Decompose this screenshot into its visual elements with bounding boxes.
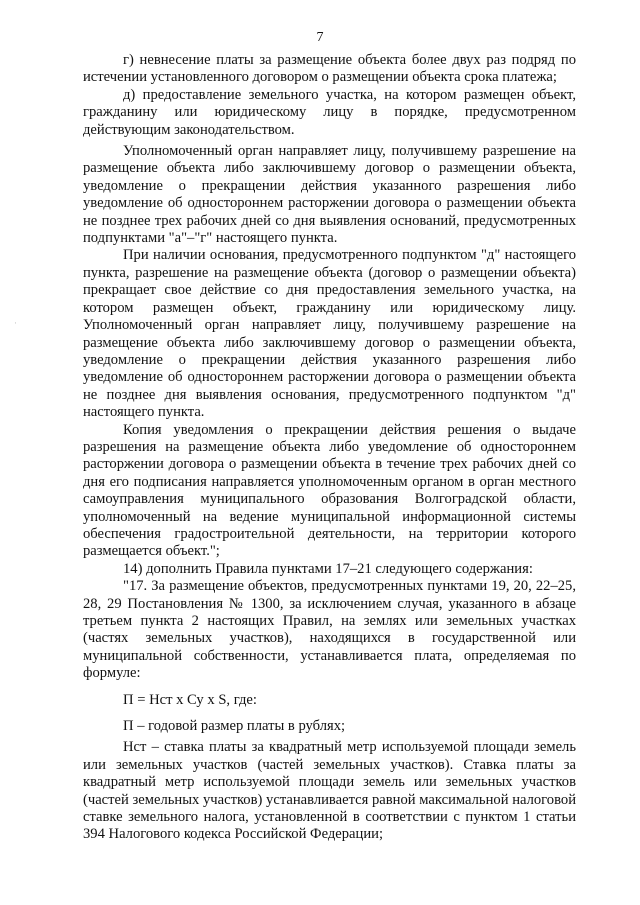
margin-scan-mark: · (14, 318, 17, 328)
paragraph-subitem-d: д) предоставление земельного участка, на котором размещен объект, гражданину или юридическому лицу в порядке, предусмотренном действующим законодательством. (83, 86, 576, 138)
definition-nst: Нст – ставка платы за квадратный метр используемой площади земель или земельных участков (частей земельных участков). Ставка платы за квадратный метр используемой площади земель или земельных участков (частей земельных участков) устанавливается равной максимальной налоговой ставке земельного налога, установленной в соответствии с пунктом 1 статьи 394 Налогового кодекса Российской Федерации; (83, 739, 576, 843)
paragraph-item-17: "17. За размещение объектов, предусмотренных пунктами 19, 20, 22–25, 28, 29 Постановления № 1300, за исключением случая, указанного в абзаце третьем пункта 2 настоящих Правил, на землях или земельных участках (частях земельных участков), находящихся в государственной или муниципальной собственности, устанавливается плата, определяемая по формуле: (83, 578, 576, 682)
page-number: 7 (316, 30, 324, 45)
paragraph-notification-a-g: Уполномоченный орган направляет лицу, получившему разрешение на размещение объекта либо заключившему договор о размещении объекта, уведомление о прекращении действия указанного разрешения либо уведомление об одностороннем расторжении договора о размещении объекта не позднее трех рабочих дней со дня выявления оснований, предусмотренных подпунктами "а"–"г" настоящего пункта. (83, 143, 576, 247)
paragraph-notification-copy: Копия уведомления о прекращении действия решения о выдаче разрешения на размещение объекта либо уведомление об одностороннем расторжении договора о размещении объекта в течение трех рабочих дней со дня его подписания направляется уполномоченным органом в орган местного самоуправления муниципального образования Волгоградской области, уполномоченный на ведение муниципальной информационной системы обеспечения градостроительной деятельности, на территории которого размещается объект."; (83, 421, 576, 560)
formula-line: П = Нст x Су x S, где: (123, 691, 257, 708)
document-body (83, 52, 576, 844)
definition-p: П – годовой размер платы в рублях; (123, 718, 346, 735)
paragraph-item-14: 14) дополнить Правила пунктами 17–21 следующего содержания: (123, 560, 533, 577)
paragraph-basis-d: При наличии основания, предусмотренного подпунктом "д" настоящего пункта, разрешение на размещение объекта (договор о размещении объекта) прекращает свое действие со дня предоставления земельного участка, на котором размещен объект, гражданину или юридическому лицу. Уполномоченный орган направляет лицу, получившему разрешение на размещение объекта либо заключившему договор о размещении объекта, уведомление о прекращении действия указанного разрешения либо уведомление об одностороннем расторжении договора о размещении объекта не позднее дня выявления основания, предусмотренного подпунктом "д" настоящего пункта. (83, 247, 576, 421)
paragraph-subitem-g: г) невнесение платы за размещение объекта более двух раз подряд по истечении установленного договором о размещении объекта срока платежа; (83, 52, 576, 86)
